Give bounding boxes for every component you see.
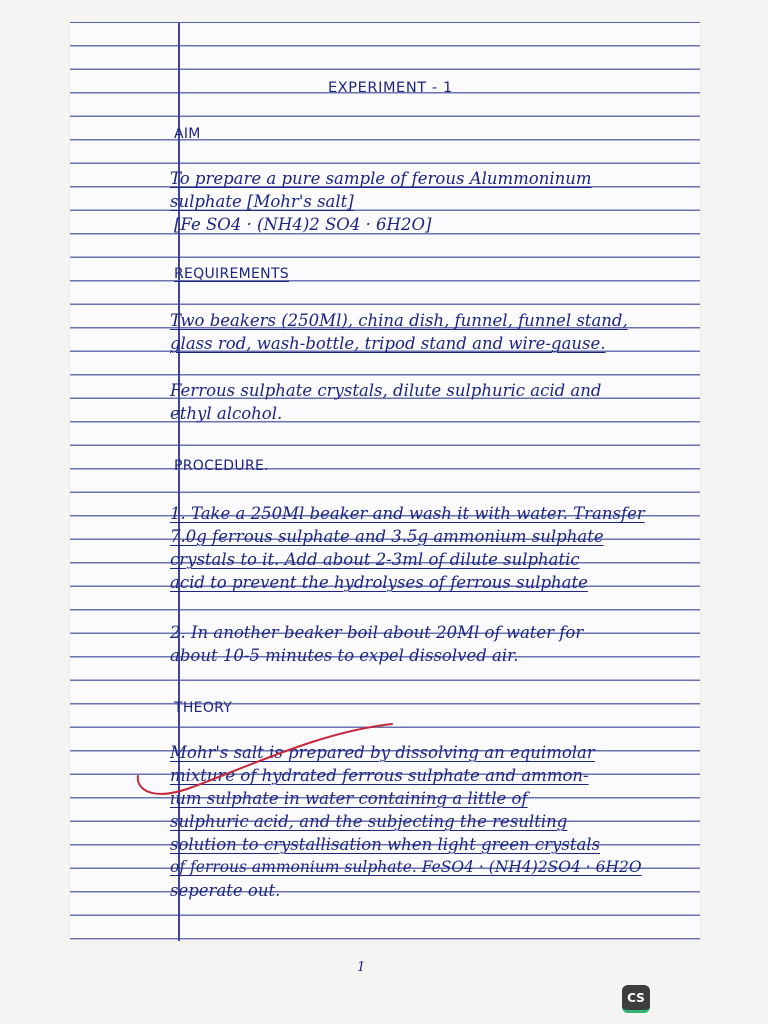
requirements-heading: REQUIREMENTS	[174, 266, 289, 282]
requirements-line-1: Two beakers (250Ml), china dish, funnel, funnel stand,	[170, 311, 628, 330]
theory-line-4: sulphuric acid, and the subjecting the resulting	[170, 812, 568, 831]
page-number: 1	[357, 960, 366, 975]
badge-label: CS	[627, 990, 645, 1005]
procedure-line-3: crystals to it. Add about 2-3ml of dilute sulphatic	[170, 550, 580, 569]
aim-heading: AIM	[174, 126, 201, 142]
aim-formula: [Fe SO4 · (NH4)2 SO4 · 6H2O]	[174, 215, 432, 234]
aim-line-2: sulphate [Mohr's salt]	[170, 192, 354, 211]
theory-line-2: mixture of hydrated ferrous sulphate and ammon-	[170, 766, 589, 785]
camscanner-badge-icon	[622, 985, 650, 1013]
theory-heading: THEORY	[174, 700, 233, 716]
procedure-line-6: about 10-5 minutes to expel dissolved air.	[170, 646, 519, 665]
theory-line-3: ium sulphate in water containing a little of	[170, 789, 528, 808]
procedure-line-1: 1. Take a 250Ml beaker and wash it with water. Transfer	[170, 504, 645, 523]
procedure-heading: PROCEDURE.	[174, 458, 269, 474]
requirements-line-4: ethyl alcohol.	[170, 404, 283, 423]
procedure-line-2: 7.0g ferrous sulphate and 3.5g ammonium sulphate	[170, 527, 604, 546]
experiment-title: EXPERIMENT - 1	[328, 80, 453, 96]
theory-line-6: of ferrous ammonium sulphate. FeSO4 · (NH4)2SO4 · 6H2O	[170, 858, 642, 876]
requirements-line-3: Ferrous sulphate crystals, dilute sulphuric acid and	[170, 381, 602, 400]
requirements-line-2: glass rod, wash-bottle, tripod stand and wire-gause.	[170, 334, 606, 353]
theory-line-7: seperate out.	[170, 881, 281, 900]
procedure-line-5: 2. In another beaker boil about 20Ml of water for	[170, 623, 584, 642]
aim-line-1: To prepare a pure sample of ferous Alummoninum	[170, 169, 592, 188]
theory-line-1: Mohr's salt is prepared by dissolving an equimolar	[170, 743, 595, 762]
procedure-line-4: acid to prevent the hydrolyses of ferrous sulphate	[170, 573, 588, 592]
red-correction-stroke	[130, 718, 400, 808]
theory-line-5: solution to crystallisation when light green crystals	[170, 835, 601, 854]
